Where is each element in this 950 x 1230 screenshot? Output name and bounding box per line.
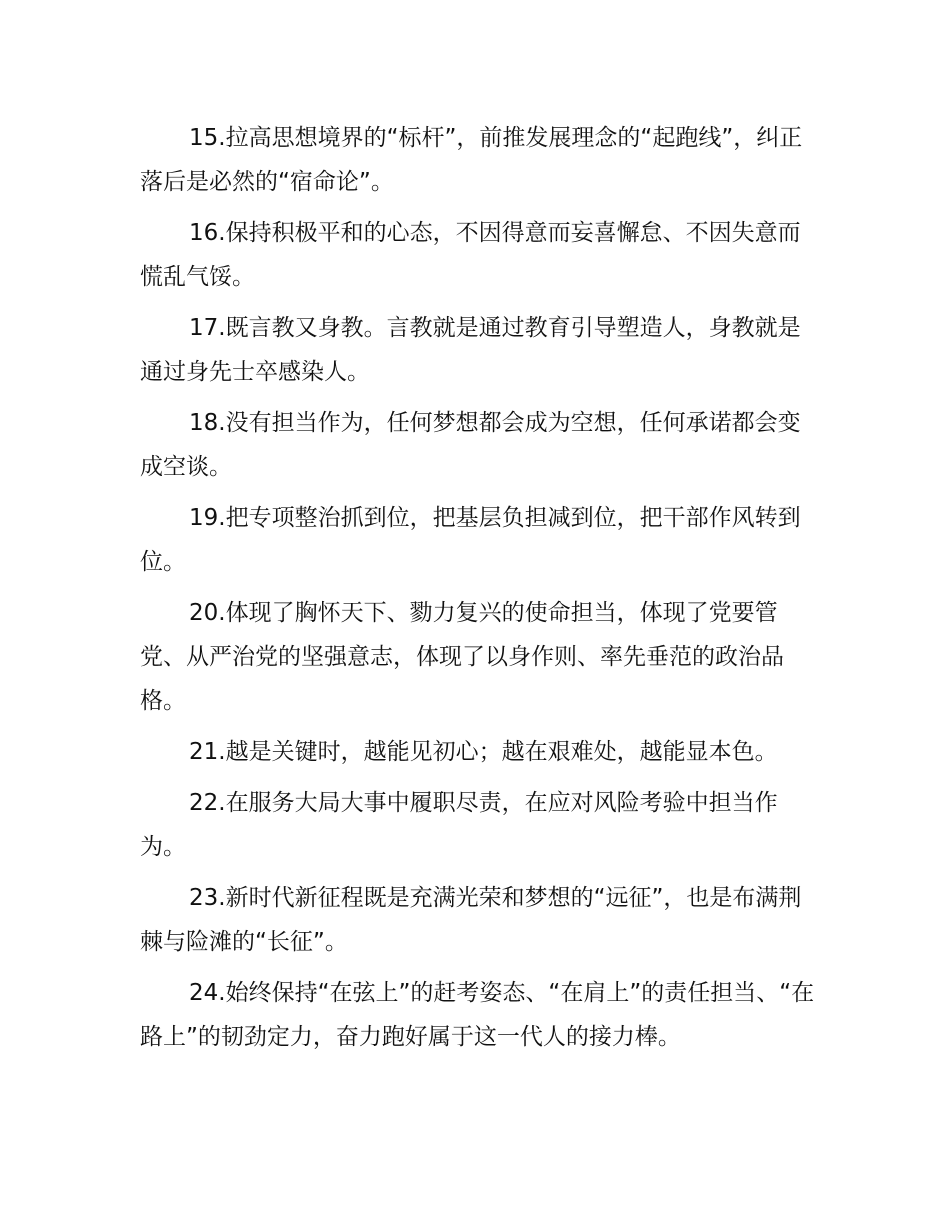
paragraph-19: 19.把专项整治抓到位，把基层负担减到位，把干部作风转到位。 — [140, 505, 801, 575]
paragraph-18: 18.没有担当作为，任何梦想都会成为空想，任何承诺都会变成空谈。 — [140, 410, 801, 480]
paragraph-21: 21.越是关键时，越能见初心；越在艰难处，越能显本色。 — [189, 739, 778, 765]
paragraph-22: 22.在服务大局大事中履职尽责，在应对风险考验中担当作为。 — [140, 790, 778, 860]
paragraph-16: 16.保持积极平和的心态，不因得意而妄喜懈怠、不因失意而慌乱气馁。 — [140, 220, 801, 290]
paragraph-20: 20.体现了胸怀天下、勠力复兴的使命担当，体现了党要管党、从严治党的坚强意志，体现了以身作则、率先垂范的政治品格。 — [140, 600, 784, 714]
paragraph-24: 24.始终保持“在弦上”的赶考姿态、“在肩上”的责任担当、“在路上”的韧劲定力，奋力跑好属于这一代人的接力棒。 — [140, 980, 815, 1050]
paragraph-17: 17.既言教又身教。言教就是通过教育引导塑造人，身教就是通过身先士卒感染人。 — [140, 315, 801, 385]
paragraph-23: 23.新时代新征程既是充满光荣和梦想的“远征”，也是布满荆棘与险滩的“长征”。 — [140, 885, 802, 955]
document-body — [140, 116, 820, 1066]
paragraph-15: 15.拉高思想境界的“标杆”，前推发展理念的“起跑线”，纠正落后是必然的“宿命论”。 — [140, 125, 803, 195]
